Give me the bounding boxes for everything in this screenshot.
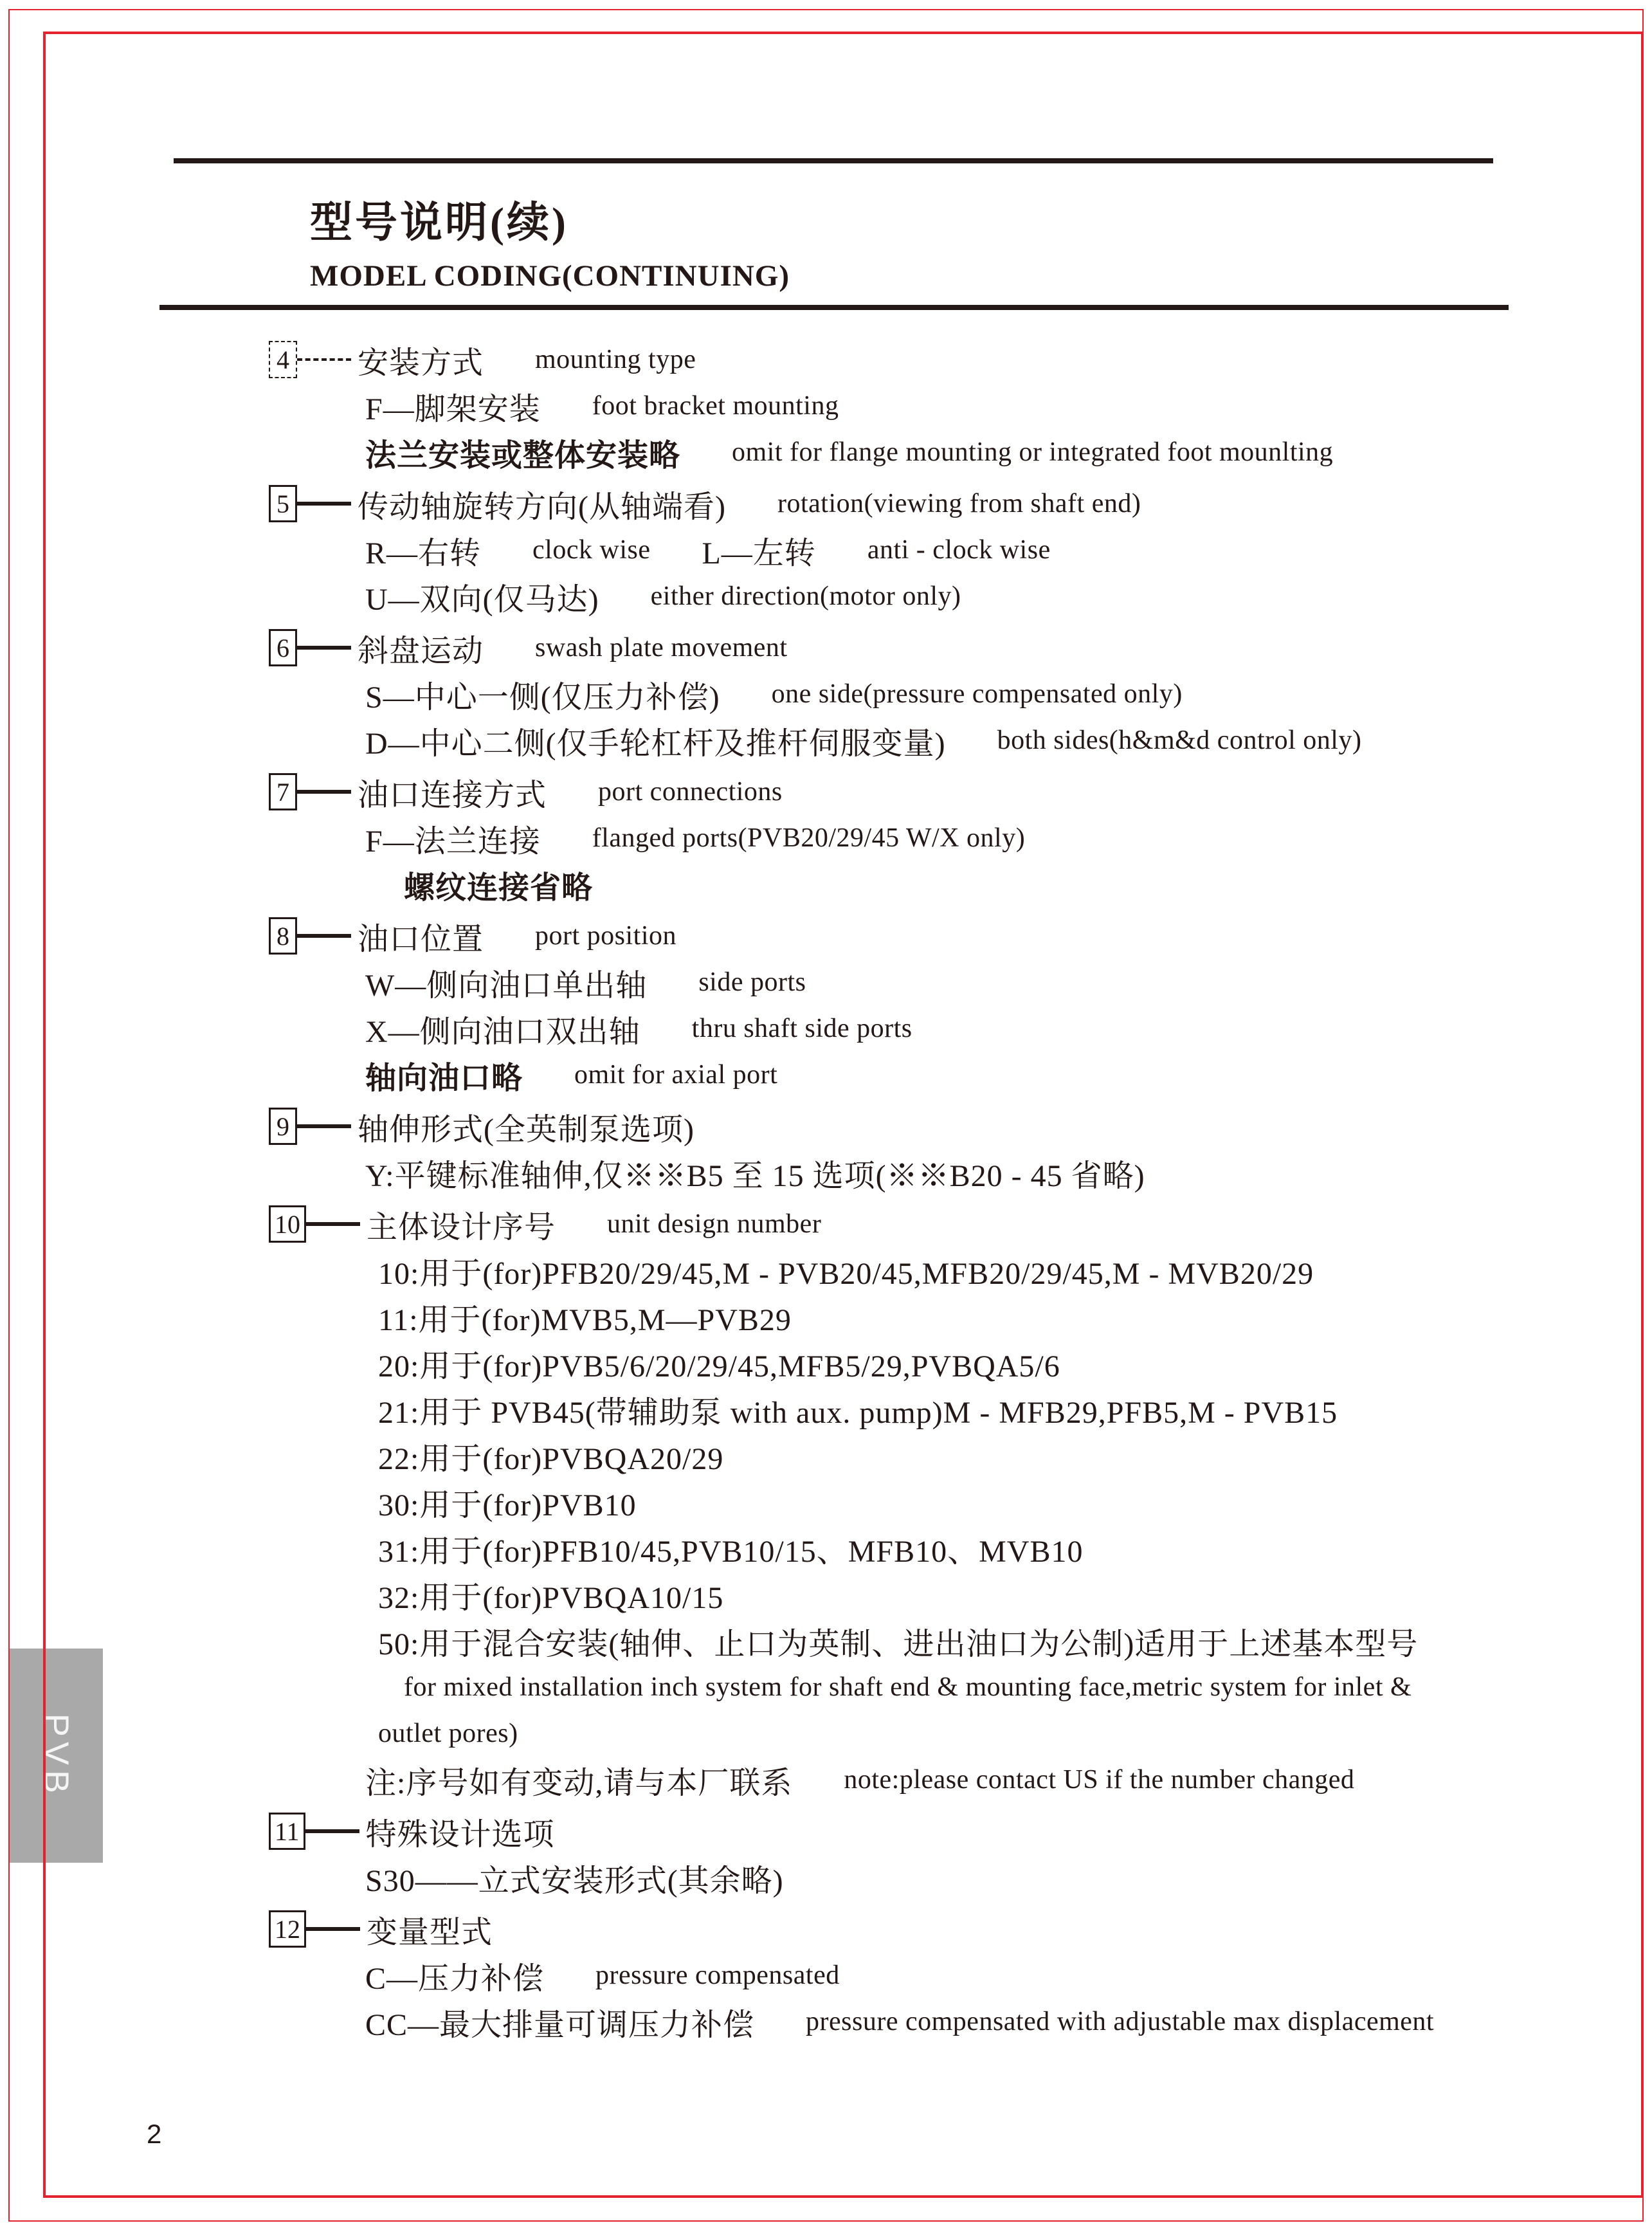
page-title-zh: 型号说明(续) (310, 199, 568, 246)
item-number-box: 8 (269, 917, 297, 955)
model-code-line (0, 1005, 1652, 1052)
model-code-item (0, 480, 1652, 527)
text-zh: Y:平键标准轴伸,仅※※B5 至 15 选项(※※B20 - 45 省略) (365, 1158, 1145, 1193)
item-number-box: 4 (269, 341, 297, 378)
text-en: side ports (698, 967, 806, 997)
model-code-line (0, 429, 1652, 475)
connector-line (306, 1927, 360, 1931)
text-zh: 10:用于(for)PFB20/29/45,M - PVB20/45,MFB20/29/45,M - MVB20/29 (378, 1256, 1314, 1291)
model-code-line (0, 861, 1652, 908)
page-number: 2 (147, 2119, 162, 2149)
text-en: rotation(viewing from shaft end) (777, 489, 1141, 518)
model-code-line (0, 815, 1652, 861)
text-zh: S30——立式安装形式(其余略) (365, 1863, 784, 1898)
text-en: outlet pores) (378, 1719, 518, 1748)
model-code-line (0, 1340, 1652, 1386)
text-en: both sides(h&m&d control only) (997, 726, 1362, 755)
text-en: anti - clock wise (867, 535, 1051, 565)
model-code-line (0, 1386, 1652, 1432)
text-zh: X—侧向油口双出轴 (365, 1014, 640, 1049)
model-code-line (0, 1571, 1652, 1618)
model-code-item (0, 1201, 1652, 1247)
text-zh: 油口连接方式 (358, 778, 547, 812)
text-en: pressure compensated with adjustable max displacement (806, 2007, 1435, 2036)
connector-line (305, 1829, 359, 1833)
text-zh: 轴伸形式(全英制泵选项) (358, 1112, 694, 1147)
item-number-box: 6 (269, 629, 297, 666)
item-number-box: 9 (269, 1108, 297, 1145)
text-en: port connections (598, 777, 783, 807)
connector-line (297, 1124, 351, 1128)
text-zh: 变量型式 (367, 1915, 493, 1950)
text-zh: 轴向油口略 (365, 1061, 523, 1095)
text-zh: 特殊设计选项 (365, 1817, 555, 1852)
model-code-line (0, 1432, 1652, 1479)
model-code-line (0, 1664, 1652, 1710)
model-code-line (0, 1149, 1652, 1196)
item-number-box: 7 (269, 773, 297, 810)
text-en: port position (535, 921, 677, 951)
text-zh: 21:用于 PVB45(带辅助泵 with aux. pump)M - MFB29,PFB5,M - PVB15 (378, 1395, 1338, 1430)
item-number-box: 10 (269, 1205, 306, 1243)
text-zh: 主体设计序号 (367, 1210, 556, 1245)
model-code-line (0, 1757, 1652, 1803)
text-en: clock wise (532, 535, 651, 565)
model-code-line (0, 717, 1652, 763)
text-en: swash plate movement (535, 633, 788, 663)
model-code-line (0, 959, 1652, 1005)
model-code-line (0, 1710, 1652, 1757)
model-code-line (0, 1052, 1652, 1098)
text-zh: F—法兰连接 (365, 824, 541, 859)
text-zh: W—侧向油口单出轴 (365, 968, 648, 1003)
text-zh: 50:用于混合安装(轴伸、止口为英制、进出油口为公制)适用于上述基本型号 (378, 1627, 1419, 1661)
item-number-box: 11 (269, 1813, 305, 1850)
header-top-rule (174, 158, 1493, 163)
connector-line (297, 646, 351, 650)
model-code-line (0, 1854, 1652, 1901)
text-zh: 31:用于(for)PFB10/45,PVB10/15、MFB10、MVB10 (378, 1534, 1084, 1569)
text-zh: U—双向(仅马达) (365, 582, 599, 617)
model-code-line (0, 671, 1652, 717)
model-code-item (0, 769, 1652, 815)
model-code-line (0, 573, 1652, 619)
model-coding-list (0, 331, 1652, 2045)
text-zh: 32:用于(for)PVBQA10/15 (378, 1580, 724, 1615)
text-zh: 注:序号如有变动,请与本厂联系 (365, 1766, 793, 1800)
text-en: unit design number (607, 1209, 822, 1239)
text-zh: 11:用于(for)MVB5,M—PVB29 (378, 1302, 792, 1337)
text-en: either direction(motor only) (650, 581, 961, 611)
text-en: mounting type (535, 345, 696, 374)
text-zh: L—左转 (702, 536, 816, 571)
text-en: omit for axial port (574, 1060, 778, 1090)
text-zh: 油口位置 (358, 922, 484, 956)
model-code-item (0, 336, 1652, 383)
model-code-line (0, 1525, 1652, 1571)
header-bottom-rule (159, 305, 1509, 310)
text-en: one side(pressure compensated only) (771, 679, 1183, 709)
connector-line (297, 502, 351, 506)
page-title-en: MODEL CODING(CONTINUING) (310, 259, 790, 293)
model-code-line (0, 527, 1652, 573)
text-zh: CC—最大排量可调压力补偿 (365, 2007, 755, 2042)
connector-line (306, 1222, 360, 1226)
model-code-item (0, 1906, 1652, 1952)
model-code-line (0, 1618, 1652, 1664)
text-zh: D—中心二侧(仅手轮杠杆及推杆伺服变量) (365, 726, 946, 761)
text-zh: 斜盘运动 (358, 634, 484, 668)
text-zh: 30:用于(for)PVB10 (378, 1488, 637, 1522)
text-zh: 22:用于(for)PVBQA20/29 (378, 1441, 724, 1476)
text-zh: S—中心一侧(仅压力补偿) (365, 680, 720, 715)
text-zh: 法兰安装或整体安装略 (365, 438, 681, 473)
sidebar-label: PVB (37, 1713, 76, 1798)
model-code-item (0, 1808, 1652, 1854)
text-en: note:please contact US if the number changed (844, 1765, 1355, 1795)
model-code-line (0, 1247, 1652, 1293)
text-en: flanged ports(PVB20/29/45 W/X only) (592, 823, 1026, 853)
text-en: for mixed installation inch system for shaft end & mounting face,metric system for inlet & (404, 1672, 1412, 1702)
text-zh: 螺纹连接省略 (404, 870, 594, 905)
text-zh: C—压力补偿 (365, 1961, 545, 1996)
text-zh: 20:用于(for)PVB5/6/20/29/45,MFB5/29,PVBQA5/6 (378, 1349, 1060, 1384)
model-code-line (0, 1998, 1652, 2045)
text-zh: F—脚架安装 (365, 392, 541, 426)
model-code-item (0, 625, 1652, 671)
text-en: foot bracket mounting (592, 391, 839, 421)
model-code-item (0, 913, 1652, 959)
text-en: omit for flange mounting or integrated foot mounlting (732, 437, 1334, 467)
text-en: pressure compensated (595, 1960, 840, 1990)
item-number-box: 5 (269, 485, 297, 522)
connector-line (297, 790, 351, 794)
model-code-item (0, 1103, 1652, 1149)
item-number-box: 12 (269, 1910, 306, 1948)
model-code-line (0, 1952, 1652, 1998)
text-zh: 安装方式 (358, 345, 484, 380)
text-zh: 传动轴旋转方向(从轴端看) (358, 489, 726, 524)
model-code-line (0, 1293, 1652, 1340)
connector-line (297, 358, 351, 361)
model-code-line (0, 383, 1652, 429)
model-code-line (0, 1479, 1652, 1525)
text-zh: R—右转 (365, 536, 482, 571)
text-en: thru shaft side ports (691, 1014, 912, 1043)
connector-line (297, 934, 351, 938)
